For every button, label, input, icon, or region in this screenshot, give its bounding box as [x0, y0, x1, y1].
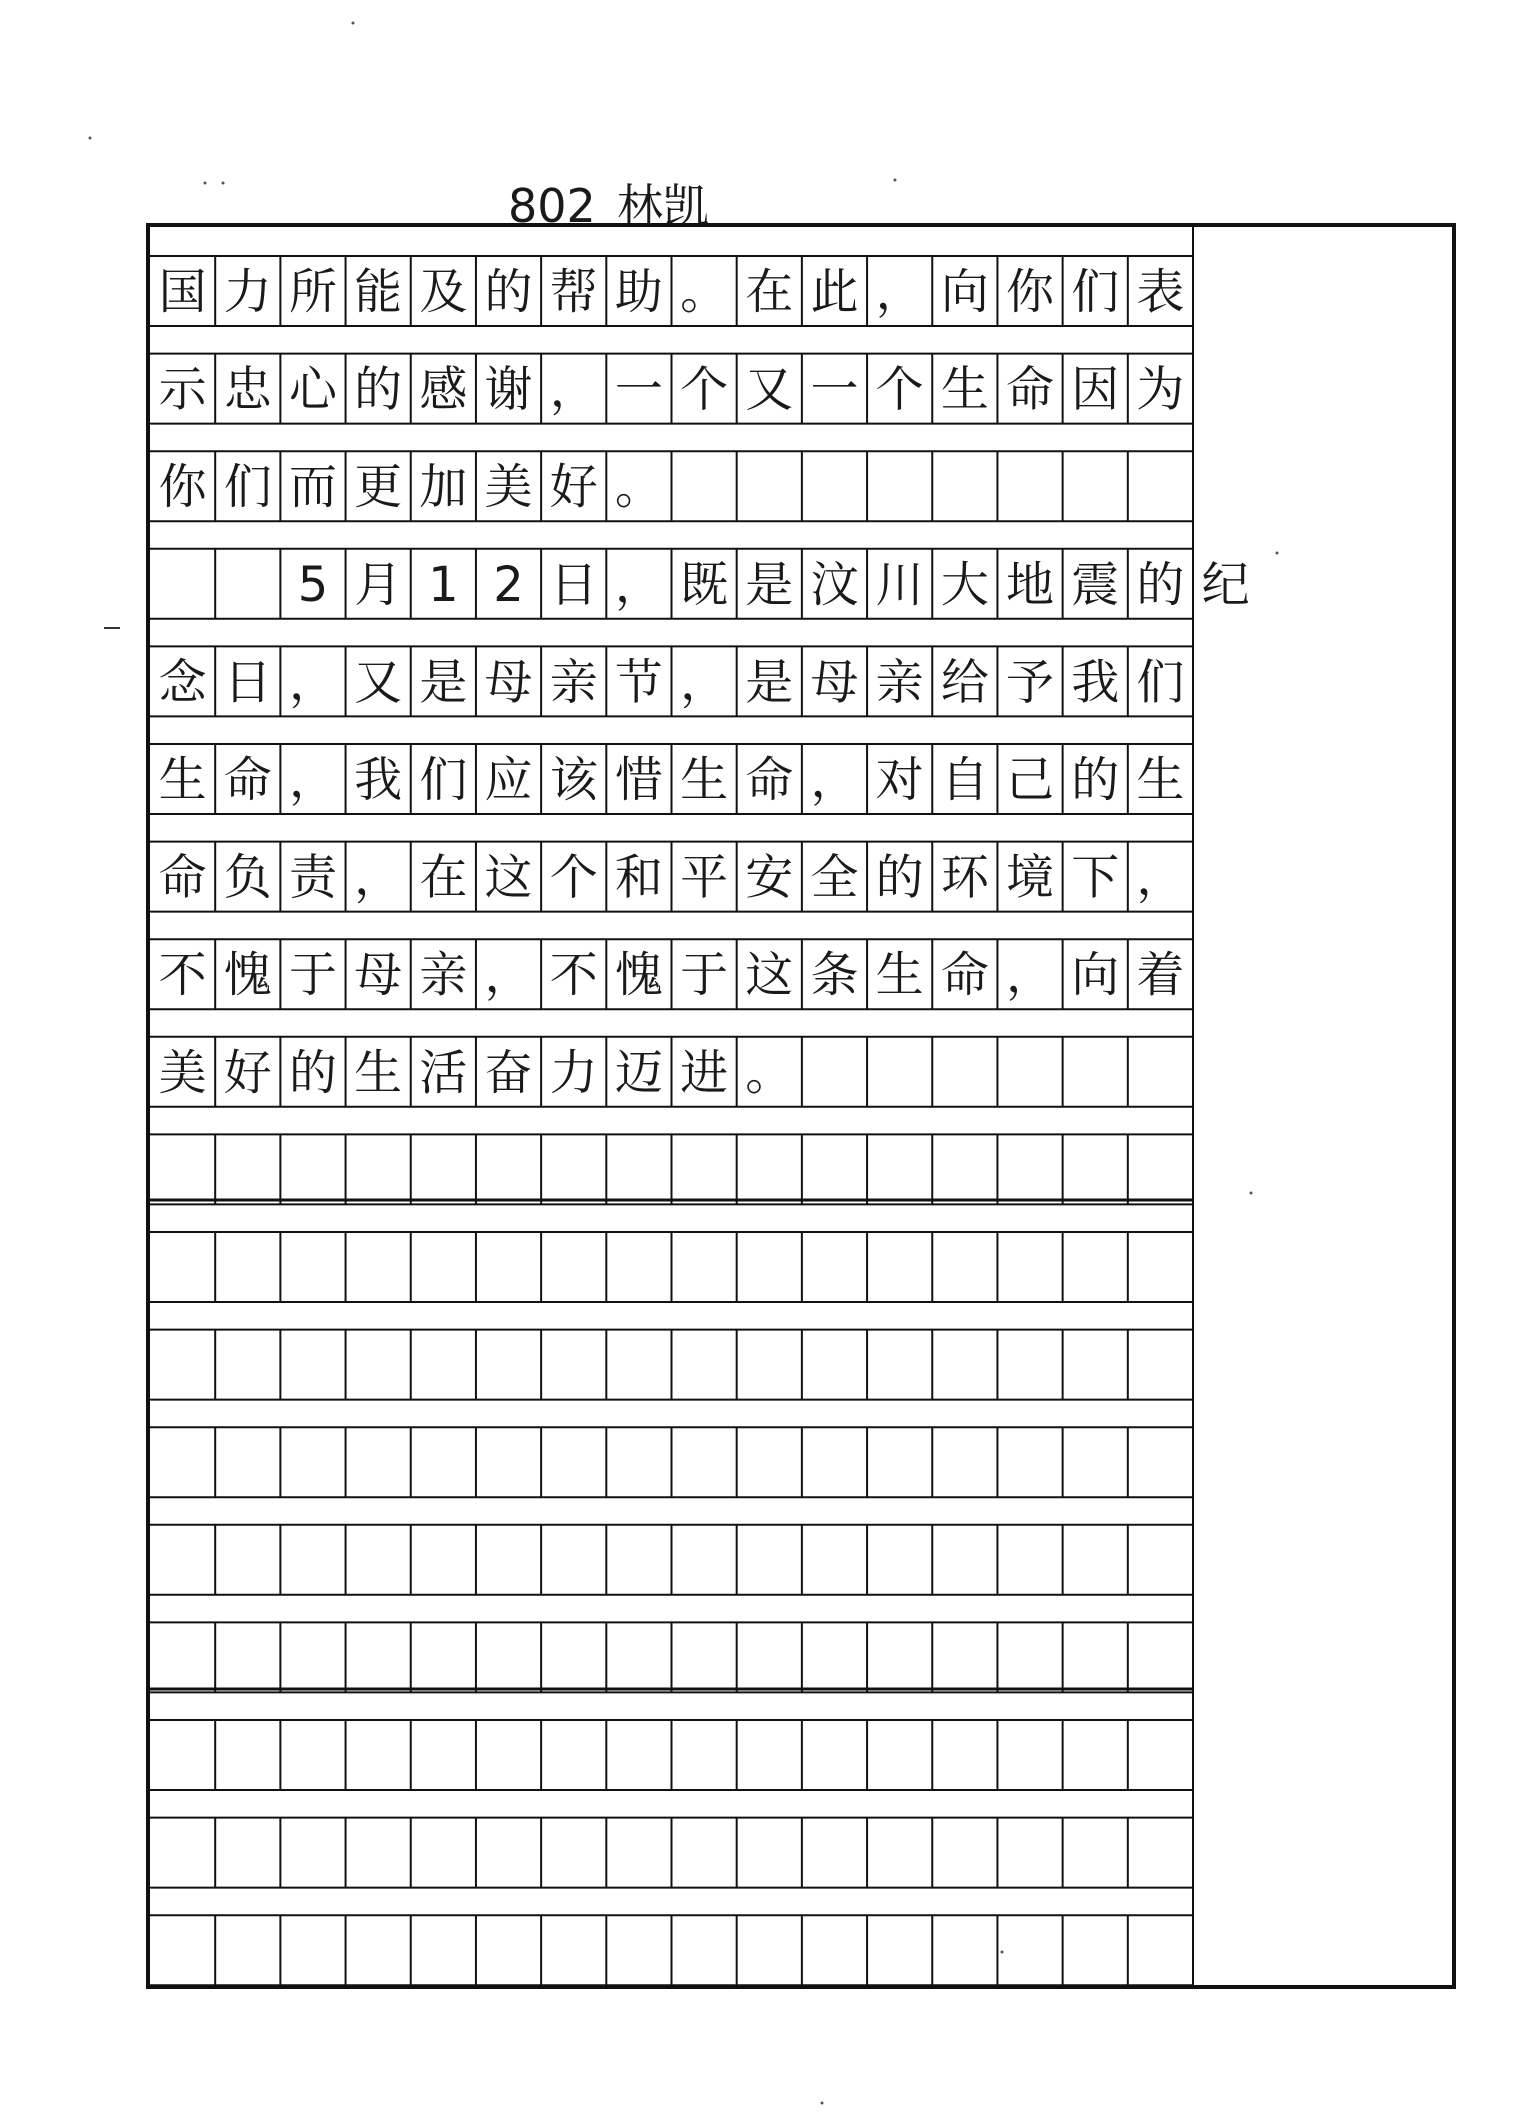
grid-character: 责: [288, 849, 337, 906]
grid-character: 自: [940, 752, 989, 808]
grid-character: 更: [354, 459, 403, 516]
grid-character: 生: [680, 752, 729, 808]
grid-character: 的: [484, 264, 533, 320]
essay-text: [159, 264, 1250, 1101]
grid-character: 所: [288, 264, 337, 320]
grid-character: 此: [810, 264, 859, 320]
grid-character: 好: [223, 1044, 272, 1101]
grid-character: 我: [1071, 654, 1120, 711]
grid-character: 亲: [419, 947, 468, 1004]
grid-character: 命: [223, 752, 272, 808]
grid-character: 表: [1136, 264, 1185, 320]
grid-character: 国: [158, 264, 207, 320]
grid-character: 命: [940, 947, 989, 1004]
grid-character: 你: [1006, 264, 1055, 320]
grid-character: 。: [680, 264, 729, 320]
grid-character: ，: [354, 849, 403, 906]
grid-character: 的: [875, 849, 924, 906]
grid-character: 命: [1006, 361, 1055, 418]
grid-character: 个: [680, 361, 729, 418]
grid-character: 力: [549, 1044, 598, 1101]
grid-character: ，: [549, 361, 598, 418]
grid-character: 母: [484, 654, 533, 711]
grid-character: 母: [810, 654, 859, 711]
grid-character: 为: [1136, 361, 1185, 418]
grid-character: 活: [419, 1044, 468, 1101]
grid-character: 1: [428, 556, 459, 613]
grid-character: ，: [484, 947, 533, 1004]
grid-character: 在: [419, 849, 468, 906]
grid-character: 平: [680, 849, 729, 906]
grid-character: 全: [810, 849, 859, 906]
grid-character: 环: [940, 849, 989, 906]
grid-character: 纪: [1201, 556, 1250, 613]
grid-character: 地: [1006, 556, 1055, 613]
grid-character: 一: [614, 361, 663, 418]
grid-character: 生: [158, 752, 207, 808]
grid-character: 们: [419, 752, 468, 808]
writing-grid: [150, 256, 1193, 1985]
grid-character: ，: [288, 654, 337, 711]
grid-character: 美: [484, 459, 533, 516]
grid-character: 是: [745, 654, 794, 711]
grid-character: ，: [1136, 849, 1185, 906]
student-number: 802: [508, 179, 596, 233]
grid-character: 给: [940, 654, 989, 711]
grid-character: 。: [614, 459, 663, 516]
student-name: 林凯: [617, 179, 709, 233]
grid-character: 和: [614, 849, 663, 906]
grid-character: 示: [158, 361, 207, 418]
grid-character: 迈: [614, 1044, 663, 1101]
grid-character: 大: [940, 556, 989, 613]
grid-character: 助: [614, 264, 663, 320]
grid-character: 川: [875, 556, 924, 613]
grid-character: 谢: [484, 361, 533, 418]
grid-character: 不: [549, 947, 598, 1004]
grid-character: 不: [158, 947, 207, 1004]
grid-character: 美: [158, 1044, 207, 1101]
grid-character: 着: [1136, 947, 1185, 1004]
grid-character: 惜: [614, 752, 663, 808]
grid-character: 该: [549, 752, 598, 808]
grid-character: 的: [1071, 752, 1120, 808]
grid-character: 己: [1006, 752, 1055, 808]
grid-character: 命: [158, 849, 207, 906]
grid-character: 个: [549, 849, 598, 906]
grid-character: 对: [875, 752, 924, 808]
grid-character: 们: [1071, 264, 1120, 320]
grid-character: 于: [288, 947, 337, 1004]
grid-character: 愧: [614, 947, 663, 1004]
grid-character: 向: [940, 264, 989, 320]
grid-character: 力: [223, 264, 272, 320]
grid-character: 又: [745, 361, 794, 418]
grid-character: 而: [288, 459, 337, 516]
grid-character: 在: [745, 264, 794, 320]
grid-character: 生: [1136, 752, 1185, 808]
grid-character: ，: [875, 264, 924, 320]
grid-character: 生: [940, 361, 989, 418]
grid-character: ，: [1006, 947, 1055, 1004]
grid-character: 你: [158, 459, 207, 516]
grid-character: 帮: [549, 264, 598, 320]
grid-character: 生: [354, 1044, 403, 1101]
grid-character: 于: [680, 947, 729, 1004]
grid-character: 向: [1071, 947, 1120, 1004]
grid-character: 。: [745, 1044, 794, 1101]
grid-character: ，: [680, 654, 729, 711]
grid-character: 的: [354, 361, 403, 418]
grid-character: 境: [1006, 849, 1055, 906]
grid-character: 是: [745, 556, 794, 613]
grid-character: 既: [680, 556, 729, 613]
grid-character: 及: [419, 264, 468, 320]
grid-character: 安: [745, 849, 794, 906]
grid-character: 下: [1071, 849, 1120, 906]
grid-character: 感: [419, 361, 468, 418]
grid-character: 这: [745, 947, 794, 1004]
grid-character: 念: [158, 654, 207, 711]
grid-character: ，: [288, 752, 337, 808]
grid-character: 忠: [223, 361, 272, 418]
grid-character: 又: [354, 654, 403, 711]
grid-character: 的: [1136, 556, 1185, 613]
grid-character: 予: [1006, 654, 1055, 711]
grid-character: 这: [484, 849, 533, 906]
grid-character: ，: [614, 556, 663, 613]
grid-character: 一: [810, 361, 859, 418]
grid-character: 亲: [875, 654, 924, 711]
grid-character: 心: [288, 361, 337, 418]
grid-character: 节: [614, 654, 663, 711]
grid-character: 月: [354, 556, 403, 613]
grid-character: ，: [810, 752, 859, 808]
grid-character: 奋: [484, 1044, 533, 1101]
grid-character: 命: [745, 752, 794, 808]
grid-character: 好: [549, 459, 598, 516]
grid-character: 5: [297, 556, 329, 613]
grid-character: 进: [680, 1044, 729, 1101]
grid-character: 我: [354, 752, 403, 808]
grid-character: 应: [484, 752, 533, 808]
grid-character: 能: [354, 264, 403, 320]
grid-character: 条: [810, 947, 859, 1004]
grid-character: 震: [1071, 556, 1120, 613]
grid-character: 母: [354, 947, 403, 1004]
grid-character: 愧: [223, 947, 272, 1004]
grid-character: 生: [875, 947, 924, 1004]
grid-character: 亲: [549, 654, 598, 711]
grid-character: 负: [223, 849, 272, 906]
grid-character: 是: [419, 654, 468, 711]
grid-character: 2: [493, 556, 524, 613]
grid-character: 加: [419, 459, 468, 516]
grid-character: 汶: [810, 556, 859, 613]
grid-character: 的: [288, 1044, 337, 1101]
grid-character: 个: [875, 361, 924, 418]
grid-character: 们: [223, 459, 272, 516]
grid-character: 因: [1071, 361, 1120, 418]
grid-character: 日: [223, 654, 272, 711]
grid-character: 们: [1136, 654, 1185, 711]
grid-character: 日: [549, 556, 598, 613]
